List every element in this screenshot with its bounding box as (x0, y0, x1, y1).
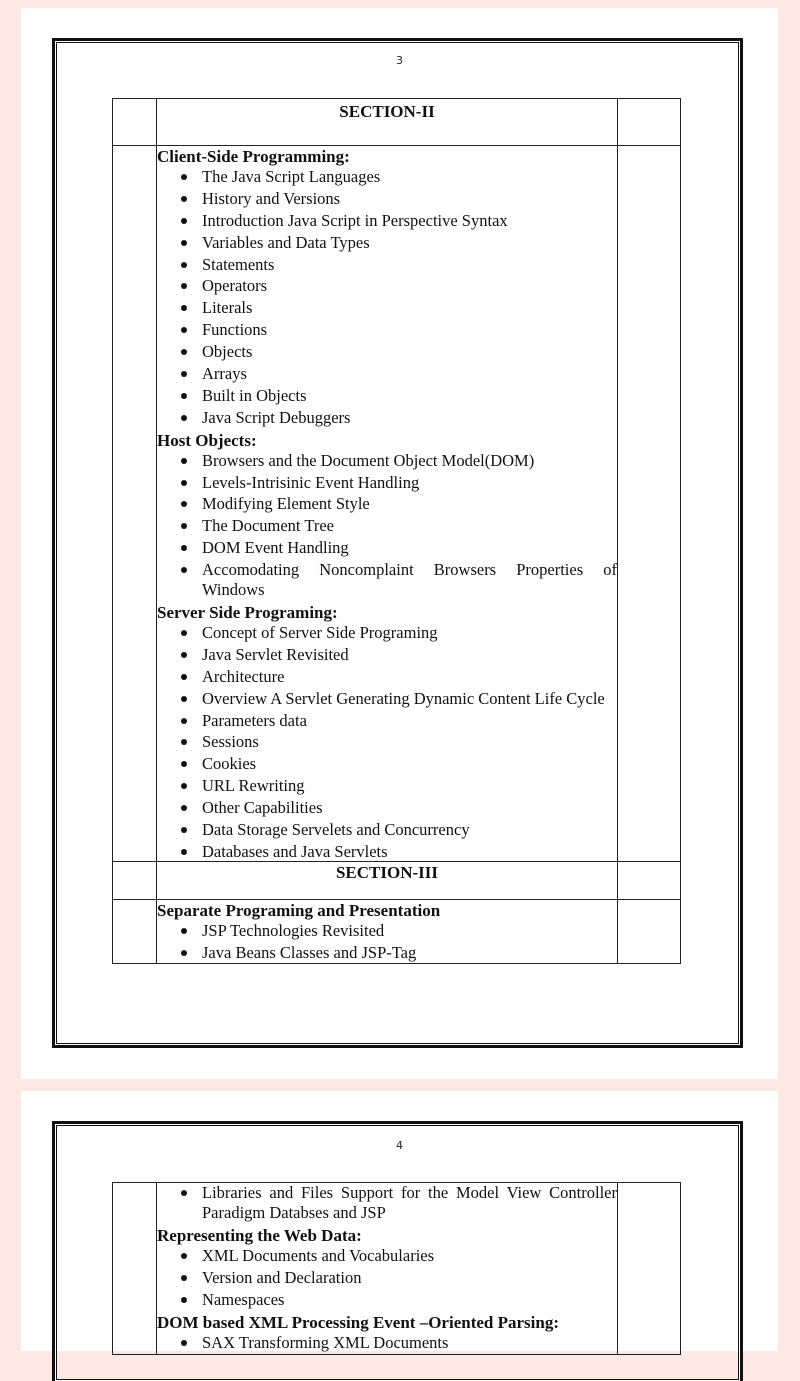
list-item: Modifying Element Style (202, 494, 617, 514)
list-item: XML Documents and Vocabularies (202, 1246, 617, 1266)
syllabus-table (112, 98, 681, 964)
topic-heading: Host Objects: (157, 430, 257, 450)
list-item: Concept of Server Side Programing (202, 623, 617, 643)
topic-list (157, 167, 617, 428)
section-content-row (113, 1183, 681, 1355)
list-item: Literals (202, 298, 617, 318)
list-item: Namespaces (202, 1290, 617, 1310)
list-item: Databases and Java Servlets (202, 842, 617, 862)
list-item: Other Capabilities (202, 798, 617, 818)
topic-heading: DOM based XML Processing Event –Oriented Parsing: (157, 1312, 559, 1332)
list-item: Browsers and the Document Object Model(DOM) (202, 451, 617, 471)
topic-heading: Client-Side Programming: (157, 147, 350, 166)
topic-list (157, 921, 617, 963)
topic-list (157, 451, 617, 600)
list-item: Functions (202, 320, 617, 340)
list-item: Levels-Intrisinic Event Handling (202, 473, 617, 493)
topic-heading: Server Side Programing: (157, 603, 338, 623)
list-item: Introduction Java Script in Perspective Syntax (202, 211, 617, 231)
topic-list (157, 1333, 617, 1353)
page-number: 3 (396, 54, 403, 67)
list-item: Java Beans Classes and JSP-Tag (202, 943, 617, 963)
list-item: URL Rewriting (202, 776, 617, 796)
list-item: Objects (202, 342, 617, 362)
topic-heading: Representing the Web Data: (157, 1225, 362, 1245)
list-item: JSP Technologies Revisited (202, 921, 617, 941)
list-item: Parameters data (202, 711, 617, 731)
document-page-3 (21, 8, 778, 1079)
topic-heading: Separate Programing and Presentation (157, 900, 441, 920)
list-item: Operators (202, 276, 617, 296)
section-header-row (113, 99, 681, 146)
syllabus-table (112, 1182, 681, 1355)
topic-list (157, 1246, 617, 1310)
list-item: Variables and Data Types (202, 233, 617, 253)
document-page-4 (21, 1091, 778, 1351)
list-item: Statements (202, 255, 617, 275)
list-item: SAX Transforming XML Documents (202, 1333, 617, 1353)
page-number: 4 (396, 1139, 403, 1152)
list-item: Cookies (202, 754, 617, 774)
list-item: Arrays (202, 364, 617, 384)
list-item: The Document Tree (202, 516, 617, 536)
list-item: Overview A Servlet Generating Dynamic Content Life Cycle (202, 689, 617, 709)
list-item: Libraries and Files Support for the Model View Controller Paradigm Databses and JSP (202, 1183, 617, 1222)
topic-list (157, 623, 617, 862)
list-item: History and Versions (202, 189, 617, 209)
section-title: SECTION-III (335, 862, 439, 882)
list-item: Data Storage Servelets and Concurrency (202, 820, 617, 840)
list-item: Version and Declaration (202, 1268, 617, 1288)
section-header-row (113, 861, 681, 899)
section-content-row (113, 146, 681, 862)
list-item: Architecture (202, 667, 617, 687)
section-title: SECTION-II (339, 102, 435, 121)
list-item: Java Script Debuggers (202, 408, 617, 428)
list-item: DOM Event Handling (202, 538, 617, 558)
list-item: Java Servlet Revisited (202, 645, 617, 665)
section-content-row (113, 899, 681, 963)
list-item: Sessions (202, 732, 617, 752)
list-item: Built in Objects (202, 386, 617, 406)
list-item: The Java Script Languages (202, 167, 617, 187)
topic-list (157, 1183, 617, 1223)
list-item: Accomodating Noncomplaint Browsers Properties of Windows (202, 560, 617, 600)
